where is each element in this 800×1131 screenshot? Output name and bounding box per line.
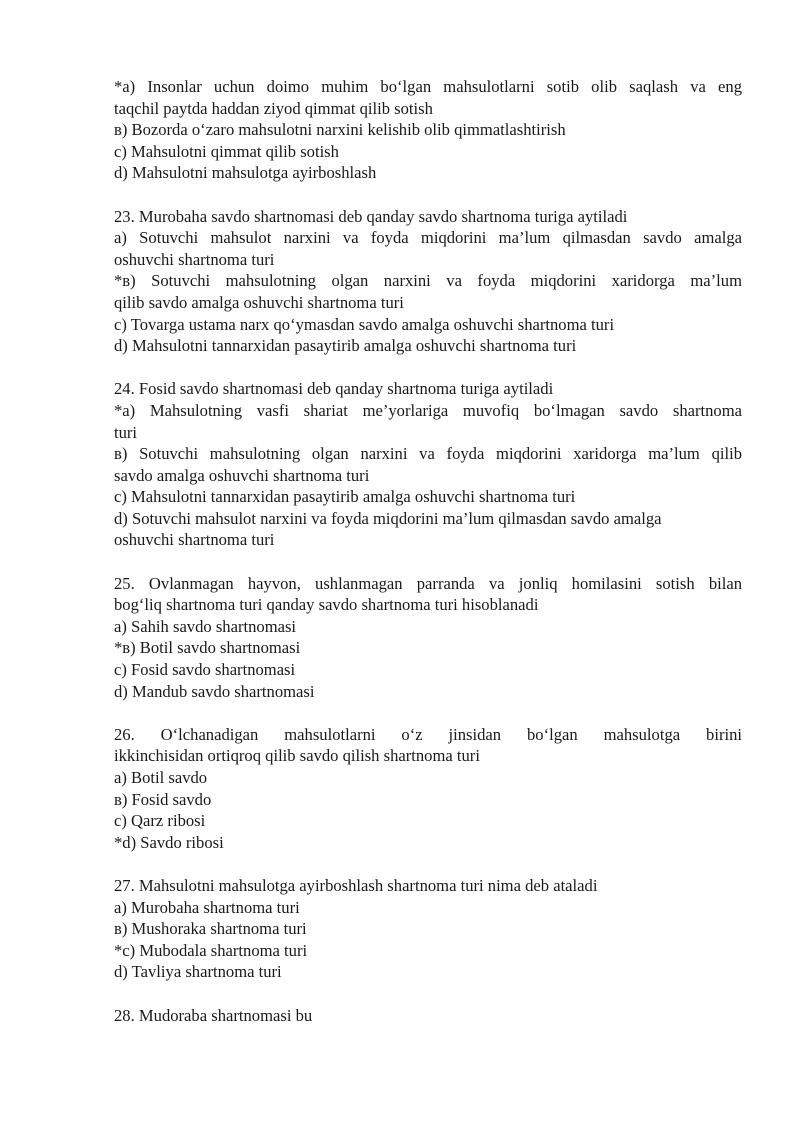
text-line: d) Mahsulotni tannarxidan pasaytirib amalga oshuvchi shartnoma turi [114,336,577,356]
text-line: qilib savdo amalga oshuvchi shartnoma turi [114,292,404,312]
text-line: в) Sotuvchi mahsulotning olgan narxini va foyda miqdorini xaridorga ma’lum qilib [114,444,742,464]
text-line: *в) Sotuvchi mahsulotning olgan narxini va foyda miqdorini xaridorga ma’lum [114,271,742,291]
text-line: c) Mahsulotni tannarxidan pasaytirib amalga oshuvchi shartnoma turi [114,487,576,507]
text-line: a) Sotuvchi mahsulot narxini va foyda miqdorini ma’lum qilmasdan savdo amalga [114,228,742,248]
text-line: 24. Fosid savdo shartnomasi deb qanday shartnoma turiga aytiladi [114,379,554,399]
text-line: a) Botil savdo [114,768,208,787]
paragraph-gap [114,357,742,379]
text-line: d) Sotuvchi mahsulot narxini va foyda miqdorini ma’lum qilmasdan savdo amalga [114,508,662,528]
paragraph-gap [114,702,742,724]
text-line: в) Fosid savdo [114,789,212,809]
text-line: savdo amalga oshuvchi shartnoma turi [114,465,370,485]
text-line: c) Mahsulotni qimmat qilib sotish [114,141,339,161]
text-line: a) Sahih savdo shartnomasi [114,616,297,636]
text-line: c) Tovarga ustama narx qo‘ymasdan savdo amalga oshuvchi shartnoma turi [114,314,615,334]
text-line: bog‘liq shartnoma turi qanday savdo shartnoma turi hisoblanadi [114,595,539,615]
text-line: d) Mahsulotni mahsulotga ayirboshlash [114,163,377,183]
document-page [114,76,742,1026]
text-line: *d) Savdo ribosi [114,832,224,852]
text-line: taqchil paytda haddan ziyod qimmat qilib sotish [114,98,433,118]
paragraph-gap [114,853,742,875]
text-line: turi [114,422,138,442]
text-line: *a) Mahsulotning vasfi shariat me’yorlariga muvofiq bo‘lmagan savdo shartnoma [114,400,742,420]
paragraph-gap [114,983,742,1005]
text-line: 26. O‘lchanadigan mahsulotlarni o‘z jinsidan bo‘lgan mahsulotga birini [114,724,742,744]
text-line: *c) Mubodala shartnoma turi [114,940,308,960]
text-line: 23. Murobaha savdo shartnomasi deb qanday savdo shartnoma turiga aytiladi [114,206,628,226]
paragraph-gap [114,551,742,573]
text-line: oshuvchi shartnoma turi [114,249,275,269]
text-line: *a) Insonlar uchun doimo muhim bo‘lgan mahsulotlarni sotib olib saqlash va eng [114,77,742,96]
text-line: a) Murobaha shartnoma turi [114,897,300,917]
text-line: 27. Mahsulotni mahsulotga ayirboshlash shartnoma turi nima deb ataladi [114,875,598,895]
text-line: c) Fosid savdo shartnomasi [114,660,296,680]
text-line: в) Bozorda o‘zaro mahsulotni narxini kelishib olib qimmatlashtirish [114,120,566,140]
text-line: ikkinchisidan ortiqroq qilib savdo qilish shartnoma turi [114,746,480,766]
text-line: в) Mushoraka shartnoma turi [114,919,307,939]
text-line: 28. Mudoraba shartnomasi bu [114,1005,313,1025]
text-line: oshuvchi shartnoma turi [114,530,275,550]
text-line: c) Qarz ribosi [114,811,206,831]
text-line: d) Mandub savdo shartnomasi [114,681,315,701]
text-line: d) Tavliya shartnoma turi [114,962,282,982]
text-line: 25. Ovlanmagan hayvon, ushlanmagan parranda va jonliq homilasini sotish bilan [114,573,742,593]
paragraph-gap [114,184,742,206]
text-line: *в) Botil savdo shartnomasi [114,638,301,658]
